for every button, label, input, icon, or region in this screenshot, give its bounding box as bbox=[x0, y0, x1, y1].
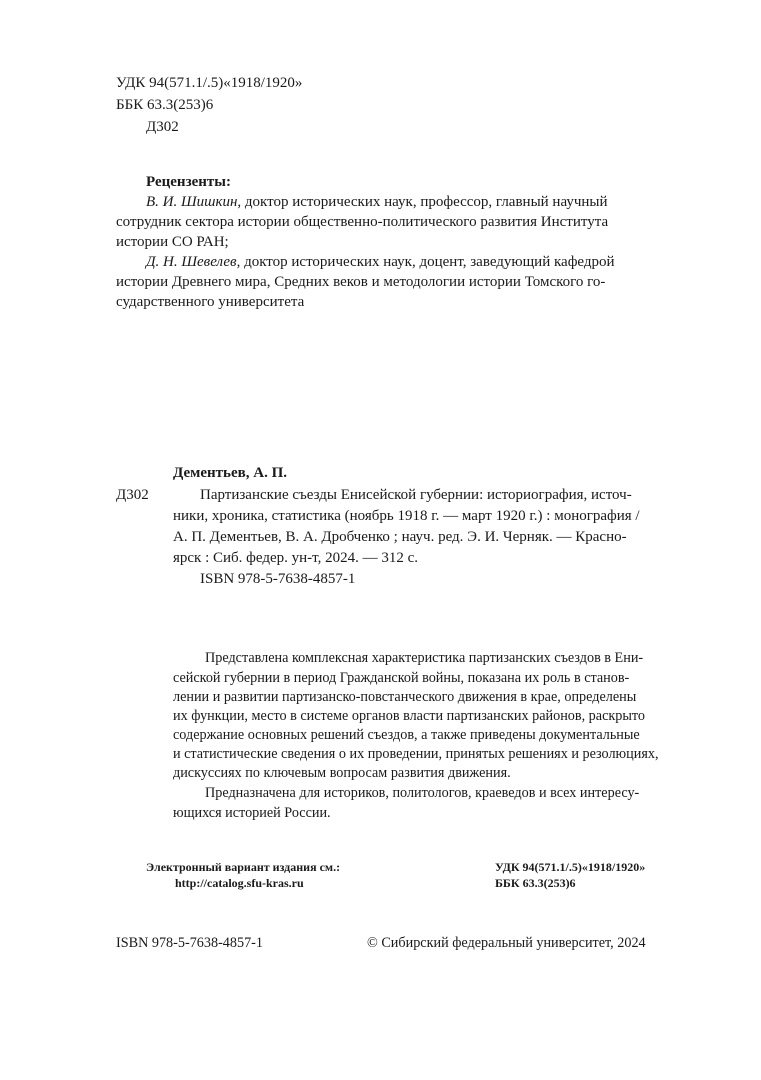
reviewer-1-line-1: В. И. Шишкин, доктор исторических наук, профессор, главный научный bbox=[146, 194, 608, 210]
copyright: © Сибирский федеральный университет, 2024 bbox=[367, 935, 646, 951]
annotation-line: Предназначена для историков, политологов, краеведов и всех интересу- bbox=[205, 785, 640, 801]
card-line-4: ярск : Сиб. федер. ун-т, 2024. — 312 с. bbox=[173, 550, 419, 566]
annotation-line: ющихся историей России. bbox=[173, 805, 331, 821]
footer-udk: УДК 94(571.1/.5)«1918/1920» bbox=[495, 860, 646, 874]
card-isbn: ISBN 978-5-7638-4857-1 bbox=[200, 571, 356, 587]
footer-bbk: ББК 63.3(253)6 bbox=[495, 876, 576, 890]
reviewer-1-line-2: сотрудник сектора истории общественно-политического развития Института bbox=[116, 214, 609, 230]
reviewer-1-name: В. И. Шишкин bbox=[146, 194, 238, 210]
catalog-url[interactable]: http://catalog.sfu-kras.ru bbox=[175, 876, 304, 890]
annotation-line: содержание основных решений съездов, а также приведены документальные bbox=[173, 727, 640, 743]
annotation-line: Представлена комплексная характеристика партизанских съездов в Ени- bbox=[205, 650, 644, 666]
reviewers-heading: Рецензенты: bbox=[146, 174, 231, 190]
reviewer-2-line-2: истории Древнего мира, Средних веков и методологии истории Томского го- bbox=[116, 274, 606, 290]
card-author: Дементьев, А. П. bbox=[173, 465, 287, 481]
card-line-3: А. П. Дементьев, В. А. Дробченко ; науч. ред. Э. И. Черняк. — Красно- bbox=[173, 529, 627, 545]
author-mark: Д302 bbox=[146, 119, 179, 135]
reviewer-2-line-1: Д. Н. Шевелев, доктор исторических наук, доцент, заведующий кафедрой bbox=[146, 254, 615, 270]
annotation-line: их функции, место в системе органов власти партизанских районов, раскрыто bbox=[173, 708, 645, 724]
bbk-code: ББК 63.3(253)6 bbox=[116, 97, 214, 113]
annotation-line: сейской губернии в период Гражданской войны, показана их роль в станов- bbox=[173, 670, 630, 686]
electronic-version-label: Электронный вариант издания см.: bbox=[146, 860, 341, 874]
reviewer-2-line-3: сударственного университета bbox=[116, 294, 305, 310]
reviewer-1-line-3: истории СО РАН; bbox=[116, 234, 229, 250]
annotation-line: дискуссиях по ключевым вопросам развития движения. bbox=[173, 765, 511, 781]
udk-code: УДК 94(571.1/.5)«1918/1920» bbox=[116, 75, 303, 91]
card-line-2: ники, хроника, статистика (ноябрь 1918 г. — март 1920 г.) : монография / bbox=[173, 508, 640, 524]
card-line-1: Партизанские съезды Енисейской губернии: историография, источ- bbox=[200, 487, 632, 503]
reviewer-2-name: Д. Н. Шевелев bbox=[146, 254, 237, 270]
footer-isbn: ISBN 978-5-7638-4857-1 bbox=[116, 935, 263, 951]
annotation-line: и статистические сведения о их проведении, принятых решениях и резолюциях, bbox=[173, 746, 659, 762]
card-mark: Д302 bbox=[116, 487, 149, 503]
annotation-line: лении и развитии партизанско-повстанческого движения в крае, определены bbox=[173, 689, 637, 705]
